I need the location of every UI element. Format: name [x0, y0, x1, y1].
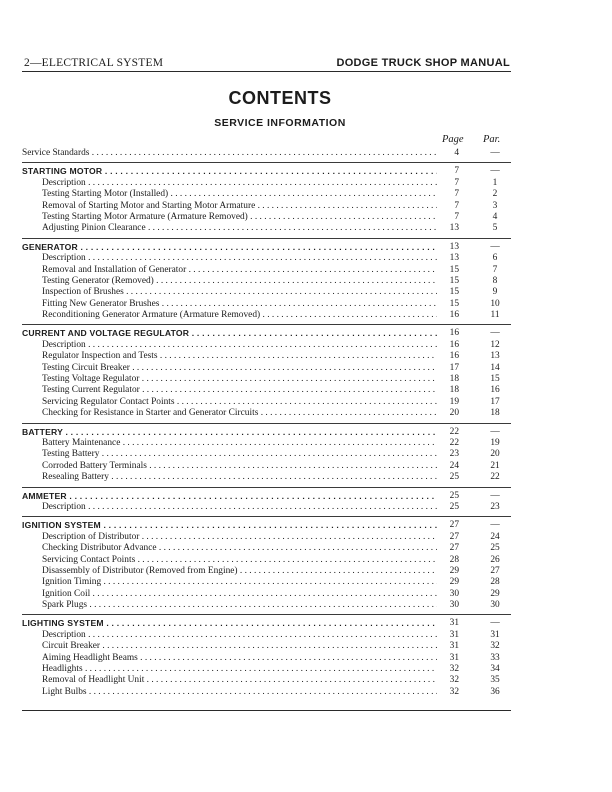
toc-entry-paragraph: 30: [490, 600, 500, 611]
toc-entry-label: CURRENT AND VOLTAGE REGULATOR . . .: [22, 328, 437, 339]
toc-entry-label: Reconditioning Generator Armature (Armature Removed) . . .: [42, 310, 437, 321]
toc-entry: [22, 589, 511, 600]
toc-entry-page: 29: [449, 577, 459, 588]
toc-entry-label: Testing Generator (Removed) . . .: [42, 276, 437, 287]
toc-entry-paragraph: 16: [490, 385, 500, 396]
toc-entry-label: Resealing Battery . . .: [42, 472, 437, 483]
toc-entry-paragraph: 23: [490, 501, 500, 512]
toc-entry-paragraph: 5: [492, 223, 498, 234]
toc-entry-label: Checking Distributor Advance . . .: [42, 543, 437, 554]
toc-entry: [22, 461, 511, 472]
toc-entry: [22, 472, 511, 483]
toc-section: [22, 166, 511, 234]
toc-entry: [22, 502, 511, 513]
toc-entry-page: 18: [449, 385, 459, 396]
toc-entry-page: 18: [449, 374, 459, 385]
toc-entry-page: 32: [449, 664, 459, 675]
toc-entry-page: 31: [449, 629, 459, 640]
toc-entry-paragraph: 13: [490, 351, 500, 362]
toc-entry-page: 15: [449, 298, 459, 309]
toc-entry-page: 24: [449, 460, 459, 471]
section-divider: [22, 423, 511, 424]
toc-entry-page: 27: [449, 520, 459, 531]
toc-entry: [22, 630, 511, 641]
toc-entry-label: Testing Starting Motor (Installed) . . .: [42, 189, 437, 200]
toc-entry-page: 27: [449, 543, 459, 554]
toc-entry-paragraph: 20: [490, 449, 500, 460]
toc-entry: [22, 675, 511, 686]
toc-entry: [22, 543, 511, 554]
toc-entry-page: 15: [449, 275, 459, 286]
toc-entry-label: Removal and Installation of Generator . . .: [42, 265, 437, 276]
toc-entry-page: 32: [449, 675, 459, 686]
toc-entry-label: Service Standards . . .: [22, 148, 437, 159]
toc-entry-label: Battery Maintenance . . .: [42, 438, 437, 449]
toc-entry-label: Checking for Resistance in Starter and Generator Circuits . . .: [42, 408, 437, 419]
toc-section-heading: [22, 618, 511, 629]
toc-entry-page: 27: [449, 531, 459, 542]
toc-entry-label: Spark Plugs . . .: [42, 600, 437, 611]
toc-entry: [22, 299, 511, 310]
toc-entry-label: Aiming Headlight Beams . . .: [42, 653, 437, 664]
toc-entry: [22, 340, 511, 351]
toc-entry-paragraph: 12: [490, 339, 500, 350]
toc-section-heading: [22, 328, 511, 339]
toc-entry-page: 31: [449, 618, 459, 629]
toc-entry-page: 7: [454, 200, 459, 211]
toc-entry-paragraph: 28: [490, 577, 500, 588]
toc-entry-paragraph: 17: [490, 396, 500, 407]
page-title: CONTENTS: [228, 88, 332, 108]
header-manual-title: DODGE TRUCK SHOP MANUAL: [336, 57, 510, 69]
toc-entry: [22, 351, 511, 362]
toc-entry-label: Description . . .: [42, 340, 437, 351]
toc-entry-paragraph: 29: [490, 588, 500, 599]
toc-entry-paragraph: 22: [490, 472, 500, 483]
toc-entry-paragraph: —: [490, 490, 500, 501]
toc-section: [22, 520, 511, 611]
toc-entry-page: 30: [449, 588, 459, 599]
toc-entry: [22, 653, 511, 664]
toc-entry-paragraph: 27: [490, 565, 500, 576]
toc-entry-page: 19: [449, 396, 459, 407]
toc-entry-page: 25: [449, 472, 459, 483]
toc-entry-page: 29: [449, 565, 459, 576]
toc-entry-paragraph: 8: [492, 275, 498, 286]
toc-entry-paragraph: —: [490, 520, 500, 531]
toc-entry-label: IGNITION SYSTEM . . .: [22, 520, 437, 531]
section-divider: [22, 324, 511, 325]
toc-entry-label: Description . . .: [42, 630, 437, 641]
toc-entry: [22, 148, 511, 159]
toc-entry-label: Testing Battery . . .: [42, 449, 437, 460]
toc-entry-paragraph: 2: [492, 189, 498, 200]
toc-entry-page: 31: [449, 641, 459, 652]
toc-entry-paragraph: 19: [490, 437, 500, 448]
toc-entry-label: GENERATOR . . .: [22, 242, 437, 253]
toc-entry-page: 16: [449, 339, 459, 350]
toc-entry-paragraph: —: [490, 166, 500, 177]
toc-entry-page: 28: [449, 554, 459, 565]
toc-entry-label: Adjusting Pinion Clearance . . .: [42, 223, 437, 234]
section-divider: [22, 162, 511, 163]
toc-entry-page: 23: [449, 449, 459, 460]
toc-entry-paragraph: 25: [490, 543, 500, 554]
toc-entry: [22, 223, 511, 234]
toc-entry-page: 30: [449, 600, 459, 611]
toc-entry: [22, 600, 511, 611]
toc-entry-paragraph: 6: [492, 253, 498, 264]
toc-section-heading: [22, 242, 511, 253]
section-divider: [22, 238, 511, 239]
toc-entry: [22, 438, 511, 449]
toc-entry: [22, 189, 511, 200]
toc-entry-label: Description . . .: [42, 178, 437, 189]
toc-entry-paragraph: 36: [490, 686, 500, 697]
toc-entry: [22, 641, 511, 652]
toc-entry-label: Servicing Regulator Contact Points . . .: [42, 397, 437, 408]
toc-entry-page: 13: [449, 253, 459, 264]
toc-entry-label: Headlights . . .: [42, 664, 437, 675]
toc-entry-paragraph: 7: [492, 264, 498, 275]
toc-entry-paragraph: 35: [490, 675, 500, 686]
header-section-title: 2—ELECTRICAL SYSTEM: [24, 57, 164, 69]
toc-entry-page: 32: [449, 686, 459, 697]
toc-entry-label: Circuit Breaker . . .: [42, 641, 437, 652]
toc-entry-paragraph: —: [490, 618, 500, 629]
toc-entry-label: Description . . .: [42, 253, 437, 264]
toc-entry: [22, 397, 511, 408]
toc-entry-label: Disassembly of Distributor (Removed from Engine) . . .: [42, 566, 437, 577]
column-header-par: Par.: [483, 134, 501, 145]
toc-entry-label: Fitting New Generator Brushes . . .: [42, 299, 437, 310]
toc-section-heading: [22, 491, 511, 502]
toc-entry: [22, 212, 511, 223]
footer-rule: [22, 710, 511, 711]
toc-entry-page: 25: [449, 501, 459, 512]
toc-entry-paragraph: 9: [492, 287, 498, 298]
toc-entry: [22, 385, 511, 396]
toc-entry-page: 15: [449, 287, 459, 298]
toc-entry-label: Description of Distributor . . .: [42, 532, 437, 543]
toc-entry: [22, 449, 511, 460]
section-divider: [22, 614, 511, 615]
toc-entry-label: Testing Circuit Breaker . . .: [42, 363, 437, 374]
column-header-page: Page: [442, 134, 464, 145]
toc-entry-paragraph: 26: [490, 554, 500, 565]
toc-entry-page: 13: [449, 223, 459, 234]
toc-entry-page: 16: [449, 351, 459, 362]
toc-entry-label: Removal of Headlight Unit . . .: [42, 675, 437, 686]
toc-entry: [22, 253, 511, 264]
toc-entry-paragraph: 14: [490, 362, 500, 373]
toc-entry-paragraph: 3: [492, 200, 498, 211]
toc-entry-label: Description . . .: [42, 502, 437, 513]
toc-entry: [22, 287, 511, 298]
toc-entry: [22, 555, 511, 566]
toc-entry-paragraph: —: [490, 426, 500, 437]
toc-section-heading: [22, 520, 511, 531]
toc-entry-page: 22: [449, 426, 459, 437]
toc-entry-page: 31: [449, 652, 459, 663]
toc-entry-paragraph: 11: [490, 310, 500, 321]
toc-entry-label: Testing Starting Motor Armature (Armature Removed) . . .: [42, 212, 437, 223]
toc-entry-paragraph: 18: [490, 408, 500, 419]
toc-section: [22, 618, 511, 698]
toc-entry-label: BATTERY . . .: [22, 427, 437, 438]
toc-entry-paragraph: 32: [490, 641, 500, 652]
toc-entry-page: 7: [454, 177, 459, 188]
toc-entry-label: Ignition Coil . . .: [42, 589, 437, 600]
toc-entry-label: Removal of Starting Motor and Starting Motor Armature . . .: [42, 201, 437, 212]
toc-entry-label: AMMETER . . .: [22, 491, 437, 502]
toc-entry: [22, 265, 511, 276]
toc-entry-page: 15: [449, 264, 459, 275]
toc-entry-paragraph: 21: [490, 460, 500, 471]
running-header: [22, 57, 511, 72]
toc-section-heading: [22, 427, 511, 438]
toc-section: [22, 242, 511, 322]
toc-entry-page: 25: [449, 490, 459, 501]
toc-entry: [22, 374, 511, 385]
toc-entry: [22, 310, 511, 321]
toc-entry-label: Ignition Timing . . .: [42, 577, 437, 588]
toc-entry-paragraph: 31: [490, 629, 500, 640]
toc-entry-paragraph: 33: [490, 652, 500, 663]
toc-entry: [22, 577, 511, 588]
toc-entry: [22, 408, 511, 419]
toc-entry: [22, 664, 511, 675]
toc-entry-paragraph: 15: [490, 374, 500, 385]
toc-section: [22, 148, 511, 159]
section-divider: [22, 516, 511, 517]
toc-entry-page: 7: [454, 211, 459, 222]
toc-entry-label: STARTING MOTOR . . .: [22, 166, 437, 177]
toc-entry-paragraph: 1: [492, 177, 498, 188]
section-divider: [22, 487, 511, 488]
toc-entry-paragraph: 4: [492, 211, 498, 222]
toc-entry-label: Inspection of Brushes . . .: [42, 287, 437, 298]
toc-entry-paragraph: —: [490, 148, 500, 158]
toc-entry-label: Servicing Contact Points . . .: [42, 555, 437, 566]
toc-entry-page: 13: [449, 241, 459, 252]
toc-entry: [22, 201, 511, 212]
toc-entry: [22, 363, 511, 374]
toc-entry-paragraph: 34: [490, 664, 500, 675]
toc-entry-page: 7: [454, 189, 459, 200]
toc-entry-paragraph: —: [490, 241, 500, 252]
page-subtitle: SERVICE INFORMATION: [214, 117, 346, 129]
table-of-contents: [22, 148, 511, 698]
toc-entry-page: 22: [449, 437, 459, 448]
toc-entry-paragraph: 10: [490, 298, 500, 309]
toc-entry-label: LIGHTING SYSTEM . . .: [22, 618, 437, 629]
toc-entry-page: 4: [454, 148, 459, 158]
toc-entry: [22, 566, 511, 577]
toc-section-heading: [22, 166, 511, 177]
toc-entry-page: 17: [449, 362, 459, 373]
toc-entry-paragraph: —: [490, 328, 500, 339]
toc-entry-label: Testing Current Regulator . . .: [42, 385, 437, 396]
toc-entry-page: 7: [454, 166, 459, 177]
toc-entry: [22, 178, 511, 189]
toc-entry-label: Testing Voltage Regulator . . .: [42, 374, 437, 385]
toc-entry-label: Regulator Inspection and Tests . . .: [42, 351, 437, 362]
toc-section: [22, 427, 511, 484]
toc-entry: [22, 276, 511, 287]
toc-entry-page: 16: [449, 310, 459, 321]
toc-entry-page: 20: [449, 408, 459, 419]
toc-entry-label: Light Bulbs . . .: [42, 687, 437, 698]
toc-entry-page: 16: [449, 328, 459, 339]
toc-entry: [22, 687, 511, 698]
toc-entry: [22, 532, 511, 543]
toc-entry-paragraph: 24: [490, 531, 500, 542]
toc-section: [22, 491, 511, 514]
toc-section: [22, 328, 511, 419]
toc-entry-label: Corroded Battery Terminals . . .: [42, 461, 437, 472]
